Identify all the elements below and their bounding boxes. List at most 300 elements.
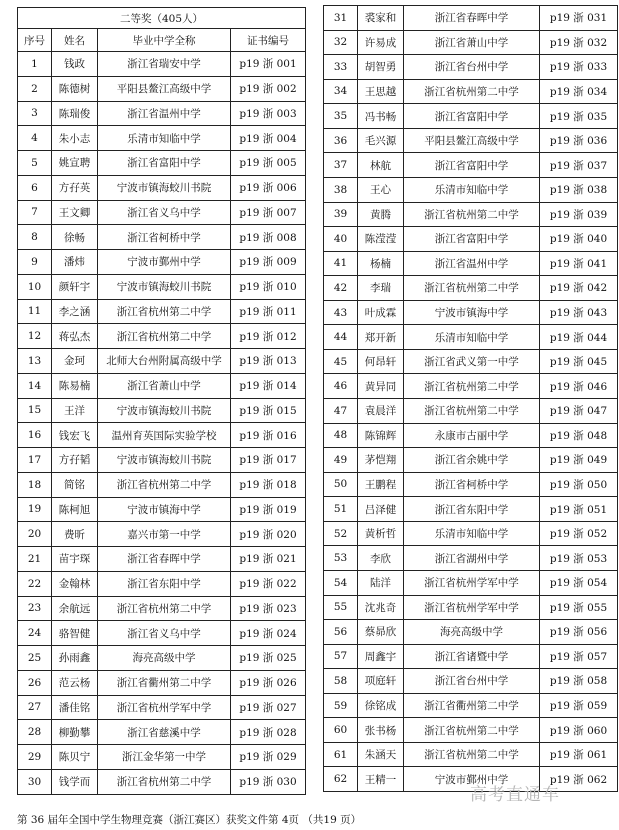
table-header-row <box>18 29 306 52</box>
student-name: 陈易楠 <box>52 373 98 398</box>
row-index: 5 <box>18 151 52 176</box>
row-index: 54 <box>324 570 358 595</box>
student-name: 毛兴源 <box>358 128 404 153</box>
row-index: 39 <box>324 202 358 227</box>
student-name: 冯书畅 <box>358 104 404 129</box>
student-name: 黄析哲 <box>358 521 404 546</box>
certificate-number: p19 浙 053 <box>540 546 618 571</box>
school-name: 宁波市镇海中学 <box>98 497 231 522</box>
school-name: 乐清市知临中学 <box>404 325 540 350</box>
table-row <box>18 250 306 275</box>
student-name: 袁晨洋 <box>358 399 404 424</box>
student-name: 朱涵天 <box>358 742 404 767</box>
school-name: 浙江省诸暨中学 <box>404 644 540 669</box>
certificate-number: p19 浙 020 <box>231 522 306 547</box>
table-row <box>18 621 306 646</box>
row-index: 55 <box>324 595 358 620</box>
table-row <box>324 472 618 497</box>
certificate-number: p19 浙 009 <box>231 250 306 275</box>
school-name: 浙江省温州中学 <box>98 101 231 126</box>
table-row <box>18 225 306 250</box>
certificate-number: p19 浙 037 <box>540 153 618 178</box>
school-name: 乐清市知临中学 <box>404 521 540 546</box>
certificate-number: p19 浙 018 <box>231 472 306 497</box>
certificate-number: p19 浙 013 <box>231 349 306 374</box>
watermark-text: 高考直通车 <box>470 785 560 805</box>
row-index: 42 <box>324 276 358 301</box>
table-row <box>18 324 306 349</box>
certificate-number: p19 浙 047 <box>540 399 618 424</box>
school-name: 永康市古丽中学 <box>404 423 540 448</box>
row-index: 12 <box>18 324 52 349</box>
student-name: 钱学而 <box>52 769 98 794</box>
certificate-number: p19 浙 040 <box>540 227 618 252</box>
school-name: 浙江省杭州第二中学 <box>98 324 231 349</box>
certificate-number: p19 浙 001 <box>231 52 306 77</box>
certificate-number: p19 浙 057 <box>540 644 618 669</box>
row-index: 52 <box>324 521 358 546</box>
table-row <box>18 349 306 374</box>
school-name: 宁波市镇海蛟川书院 <box>98 175 231 200</box>
student-name: 徐畅 <box>52 225 98 250</box>
student-name: 简铭 <box>52 472 98 497</box>
table-row <box>324 79 618 104</box>
row-index: 11 <box>18 299 52 324</box>
student-name: 徐铭成 <box>358 693 404 718</box>
certificate-number: p19 浙 028 <box>231 720 306 745</box>
table-row <box>324 570 618 595</box>
row-index: 33 <box>324 55 358 80</box>
row-index: 10 <box>18 274 52 299</box>
certificate-number: p19 浙 006 <box>231 175 306 200</box>
certificate-number: p19 浙 044 <box>540 325 618 350</box>
table-row <box>18 299 306 324</box>
school-name: 浙江省富阳中学 <box>98 151 231 176</box>
right-table-body <box>324 6 618 792</box>
row-index: 58 <box>324 669 358 694</box>
row-index: 46 <box>324 374 358 399</box>
row-index: 2 <box>18 76 52 101</box>
school-name: 浙江省杭州第二中学 <box>98 299 231 324</box>
certificate-number: p19 浙 056 <box>540 620 618 645</box>
table-row <box>18 497 306 522</box>
row-index: 44 <box>324 325 358 350</box>
table-row <box>324 374 618 399</box>
certificate-number: p19 浙 062 <box>540 767 618 792</box>
certificate-number: p19 浙 017 <box>231 448 306 473</box>
student-name: 王思越 <box>358 79 404 104</box>
row-index: 60 <box>324 718 358 743</box>
school-name: 浙江省杭州第二中学 <box>98 769 231 794</box>
certificate-number: p19 浙 045 <box>540 349 618 374</box>
row-index: 40 <box>324 227 358 252</box>
table-row <box>324 153 618 178</box>
row-index: 21 <box>18 547 52 572</box>
student-name: 郑开新 <box>358 325 404 350</box>
certificate-number: p19 浙 031 <box>540 6 618 31</box>
student-name: 潘炜 <box>52 250 98 275</box>
certificate-number: p19 浙 008 <box>231 225 306 250</box>
student-name: 张书杨 <box>358 718 404 743</box>
row-index: 48 <box>324 423 358 448</box>
school-name: 浙江省萧山中学 <box>98 373 231 398</box>
row-index: 19 <box>18 497 52 522</box>
school-name: 浙江省杭州第二中学 <box>404 399 540 424</box>
table-row <box>18 522 306 547</box>
certificate-number: p19 浙 023 <box>231 596 306 621</box>
certificate-number: p19 浙 041 <box>540 251 618 276</box>
student-name: 茅恺翔 <box>358 448 404 473</box>
table-row <box>324 620 618 645</box>
school-name: 浙江省慈溪中学 <box>98 720 231 745</box>
student-name: 陈贝宁 <box>52 745 98 770</box>
row-index: 61 <box>324 742 358 767</box>
certificate-number: p19 浙 038 <box>540 177 618 202</box>
school-name: 浙江省杭州学军中学 <box>404 595 540 620</box>
table-row <box>18 547 306 572</box>
student-name: 陆洋 <box>358 570 404 595</box>
certificate-number: p19 浙 058 <box>540 669 618 694</box>
table-row <box>324 251 618 276</box>
school-name: 宁波市镇海中学 <box>404 300 540 325</box>
certificate-number: p19 浙 003 <box>231 101 306 126</box>
row-index: 16 <box>18 423 52 448</box>
certificate-number: p19 浙 054 <box>540 570 618 595</box>
student-name: 蔡昴欣 <box>358 620 404 645</box>
student-name: 李瑞 <box>358 276 404 301</box>
certificate-number: p19 浙 005 <box>231 151 306 176</box>
student-name: 孙雨鑫 <box>52 646 98 671</box>
row-index: 50 <box>324 472 358 497</box>
row-index: 35 <box>324 104 358 129</box>
certificate-number: p19 浙 012 <box>231 324 306 349</box>
student-name: 陈柯旭 <box>52 497 98 522</box>
table-row <box>18 596 306 621</box>
student-name: 姚宣聘 <box>52 151 98 176</box>
row-index: 7 <box>18 200 52 225</box>
student-name: 黄异同 <box>358 374 404 399</box>
row-index: 18 <box>18 472 52 497</box>
table-row <box>324 227 618 252</box>
table-row <box>324 718 618 743</box>
certificate-number: p19 浙 046 <box>540 374 618 399</box>
table-row <box>324 177 618 202</box>
row-index: 53 <box>324 546 358 571</box>
school-name: 浙江省义乌中学 <box>98 621 231 646</box>
school-name: 温州育英国际实验学校 <box>98 423 231 448</box>
table-row <box>18 398 306 423</box>
table-row <box>324 423 618 448</box>
school-name: 浙江省春晖中学 <box>404 6 540 31</box>
school-name: 浙江省杭州第二中学 <box>404 718 540 743</box>
student-name: 钱政 <box>52 52 98 77</box>
certificate-number: p19 浙 026 <box>231 670 306 695</box>
row-index: 25 <box>18 646 52 671</box>
table-row <box>18 571 306 596</box>
school-name: 浙江金华第一中学 <box>98 745 231 770</box>
row-index: 3 <box>18 101 52 126</box>
student-name: 潘佳铭 <box>52 695 98 720</box>
row-index: 9 <box>18 250 52 275</box>
table-row <box>324 669 618 694</box>
row-index: 1 <box>18 52 52 77</box>
page-footer-caption: 第 36 届年全国中学生物理竞赛（浙江赛区）获奖文件第 4页 （共19 页） <box>17 814 362 826</box>
student-name: 朱小志 <box>52 126 98 151</box>
table-row <box>324 104 618 129</box>
row-index: 62 <box>324 767 358 792</box>
certificate-number: p19 浙 036 <box>540 128 618 153</box>
table-row <box>324 325 618 350</box>
school-name: 浙江省杭州学军中学 <box>98 695 231 720</box>
student-name: 李之涵 <box>52 299 98 324</box>
certificate-number: p19 浙 033 <box>540 55 618 80</box>
school-name: 浙江省杭州第二中学 <box>404 374 540 399</box>
table-row <box>324 55 618 80</box>
row-index: 28 <box>18 720 52 745</box>
school-name: 海亮高级中学 <box>98 646 231 671</box>
student-name: 陈瑞俊 <box>52 101 98 126</box>
school-name: 浙江省杭州第二中学 <box>404 202 540 227</box>
table-row <box>18 101 306 126</box>
student-name: 林航 <box>358 153 404 178</box>
table-row <box>324 742 618 767</box>
row-index: 32 <box>324 30 358 55</box>
table-row <box>324 521 618 546</box>
school-name: 浙江省杭州第二中学 <box>98 472 231 497</box>
school-name: 浙江省衢州第二中学 <box>98 670 231 695</box>
student-name: 费昕 <box>52 522 98 547</box>
school-name: 浙江省富阳中学 <box>404 104 540 129</box>
table-row <box>324 546 618 571</box>
student-name: 沈兆奇 <box>358 595 404 620</box>
certificate-number: p19 浙 027 <box>231 695 306 720</box>
student-name: 王精一 <box>358 767 404 792</box>
certificate-number: p19 浙 039 <box>540 202 618 227</box>
row-index: 47 <box>324 399 358 424</box>
table-row <box>324 276 618 301</box>
table-row <box>18 175 306 200</box>
certificate-number: p19 浙 055 <box>540 595 618 620</box>
student-name: 范云杨 <box>52 670 98 695</box>
row-index: 17 <box>18 448 52 473</box>
row-index: 14 <box>18 373 52 398</box>
table-row <box>18 448 306 473</box>
table-row <box>324 349 618 374</box>
certificate-number: p19 浙 042 <box>540 276 618 301</box>
student-name: 王洋 <box>52 398 98 423</box>
certificate-number: p19 浙 014 <box>231 373 306 398</box>
student-name: 柳勤攀 <box>52 720 98 745</box>
student-name: 苗宇琛 <box>52 547 98 572</box>
table-row <box>18 274 306 299</box>
row-index: 20 <box>18 522 52 547</box>
student-name: 周鑫宇 <box>358 644 404 669</box>
student-name: 项庭轩 <box>358 669 404 694</box>
row-index: 4 <box>18 126 52 151</box>
student-name: 何昂轩 <box>358 349 404 374</box>
table-row <box>18 151 306 176</box>
certificate-number: p19 浙 016 <box>231 423 306 448</box>
header-certificate: 证书编号 <box>231 29 306 52</box>
student-name: 裘家和 <box>358 6 404 31</box>
header-school: 毕业中学全称 <box>98 29 231 52</box>
table-row <box>324 202 618 227</box>
row-index: 23 <box>18 596 52 621</box>
student-name: 金珂 <box>52 349 98 374</box>
row-index: 30 <box>18 769 52 794</box>
student-name: 陈滢滢 <box>358 227 404 252</box>
row-index: 15 <box>18 398 52 423</box>
school-name: 宁波市镇海蛟川书院 <box>98 448 231 473</box>
school-name: 浙江省杭州第二中学 <box>404 276 540 301</box>
row-index: 56 <box>324 620 358 645</box>
student-name: 陈锦辉 <box>358 423 404 448</box>
certificate-number: p19 浙 004 <box>231 126 306 151</box>
row-index: 45 <box>324 349 358 374</box>
school-name: 海亮高级中学 <box>404 620 540 645</box>
row-index: 24 <box>18 621 52 646</box>
certificate-number: p19 浙 051 <box>540 497 618 522</box>
table-row <box>18 769 306 794</box>
certificate-number: p19 浙 030 <box>231 769 306 794</box>
certificate-number: p19 浙 052 <box>540 521 618 546</box>
row-index: 26 <box>18 670 52 695</box>
certificate-number: p19 浙 002 <box>231 76 306 101</box>
student-name: 金翰林 <box>52 571 98 596</box>
table-row <box>324 128 618 153</box>
certificate-number: p19 浙 049 <box>540 448 618 473</box>
table-row <box>18 76 306 101</box>
table-row <box>324 399 618 424</box>
school-name: 浙江省富阳中学 <box>404 153 540 178</box>
student-name: 李欣 <box>358 546 404 571</box>
certificate-number: p19 浙 019 <box>231 497 306 522</box>
table-row <box>324 300 618 325</box>
row-index: 41 <box>324 251 358 276</box>
certificate-number: p19 浙 061 <box>540 742 618 767</box>
row-index: 22 <box>18 571 52 596</box>
table-row <box>18 423 306 448</box>
school-name: 浙江省春晖中学 <box>98 547 231 572</box>
table-row <box>18 373 306 398</box>
school-name: 浙江省杭州第二中学 <box>404 79 540 104</box>
school-name: 嘉兴市第一中学 <box>98 522 231 547</box>
student-name: 余航远 <box>52 596 98 621</box>
row-index: 38 <box>324 177 358 202</box>
row-index: 57 <box>324 644 358 669</box>
header-index: 序号 <box>18 29 52 52</box>
student-name: 杨楠 <box>358 251 404 276</box>
table-row <box>18 472 306 497</box>
row-index: 51 <box>324 497 358 522</box>
school-name: 宁波市镇海蛟川书院 <box>98 398 231 423</box>
table-row <box>18 670 306 695</box>
student-name: 颜轩宇 <box>52 274 98 299</box>
table-row <box>324 693 618 718</box>
table-row <box>324 6 618 31</box>
table-row <box>18 126 306 151</box>
school-name: 平阳县鳌江高级中学 <box>98 76 231 101</box>
school-name: 浙江省萧山中学 <box>404 30 540 55</box>
certificate-number: p19 浙 025 <box>231 646 306 671</box>
school-name: 宁波市镇海蛟川书院 <box>98 274 231 299</box>
school-name: 乐清市知临中学 <box>98 126 231 151</box>
certificate-number: p19 浙 032 <box>540 30 618 55</box>
row-index: 49 <box>324 448 358 473</box>
student-name: 陈德树 <box>52 76 98 101</box>
student-name: 胡智勇 <box>358 55 404 80</box>
school-name: 浙江省富阳中学 <box>404 227 540 252</box>
row-index: 59 <box>324 693 358 718</box>
row-index: 27 <box>18 695 52 720</box>
row-index: 43 <box>324 300 358 325</box>
table-row <box>18 646 306 671</box>
certificate-number: p19 浙 035 <box>540 104 618 129</box>
table-row <box>324 644 618 669</box>
row-index: 29 <box>18 745 52 770</box>
header-name: 姓名 <box>52 29 98 52</box>
award-table-right <box>323 5 618 792</box>
school-name: 浙江省义乌中学 <box>98 200 231 225</box>
school-name: 浙江省温州中学 <box>404 251 540 276</box>
award-table-left <box>17 7 306 795</box>
row-index: 31 <box>324 6 358 31</box>
student-name: 叶成霖 <box>358 300 404 325</box>
table-row <box>18 695 306 720</box>
student-name: 王文卿 <box>52 200 98 225</box>
school-name: 浙江省台州中学 <box>404 669 540 694</box>
student-name: 王鹏程 <box>358 472 404 497</box>
school-name: 浙江省瑞安中学 <box>98 52 231 77</box>
table-row <box>324 30 618 55</box>
school-name: 浙江省余姚中学 <box>404 448 540 473</box>
school-name: 浙江省台州中学 <box>404 55 540 80</box>
table-row <box>18 720 306 745</box>
school-name: 浙江省东阳中学 <box>98 571 231 596</box>
student-name: 骆智健 <box>52 621 98 646</box>
school-name: 浙江省东阳中学 <box>404 497 540 522</box>
student-name: 钱宏飞 <box>52 423 98 448</box>
table-row <box>18 52 306 77</box>
certificate-number: p19 浙 021 <box>231 547 306 572</box>
certificate-number: p19 浙 024 <box>231 621 306 646</box>
school-name: 宁波市鄞州中学 <box>98 250 231 275</box>
table-title-row <box>18 8 306 29</box>
certificate-number: p19 浙 010 <box>231 274 306 299</box>
row-index: 36 <box>324 128 358 153</box>
certificate-number: p19 浙 007 <box>231 200 306 225</box>
left-table-body <box>18 52 306 795</box>
student-name: 黄腾 <box>358 202 404 227</box>
row-index: 13 <box>18 349 52 374</box>
school-name: 浙江省杭州第二中学 <box>404 742 540 767</box>
certificate-number: p19 浙 022 <box>231 571 306 596</box>
student-name: 许易成 <box>358 30 404 55</box>
certificate-number: p19 浙 059 <box>540 693 618 718</box>
school-name: 宁波市鄞州中学 <box>404 767 540 792</box>
table-row <box>324 595 618 620</box>
student-name: 方孖英 <box>52 175 98 200</box>
certificate-number: p19 浙 050 <box>540 472 618 497</box>
table-row <box>18 745 306 770</box>
row-index: 6 <box>18 175 52 200</box>
table-title: 二等奖（405人） <box>18 8 306 29</box>
row-index: 34 <box>324 79 358 104</box>
student-name: 方孖韬 <box>52 448 98 473</box>
row-index: 37 <box>324 153 358 178</box>
school-name: 北师大台州附属高级中学 <box>98 349 231 374</box>
certificate-number: p19 浙 034 <box>540 79 618 104</box>
